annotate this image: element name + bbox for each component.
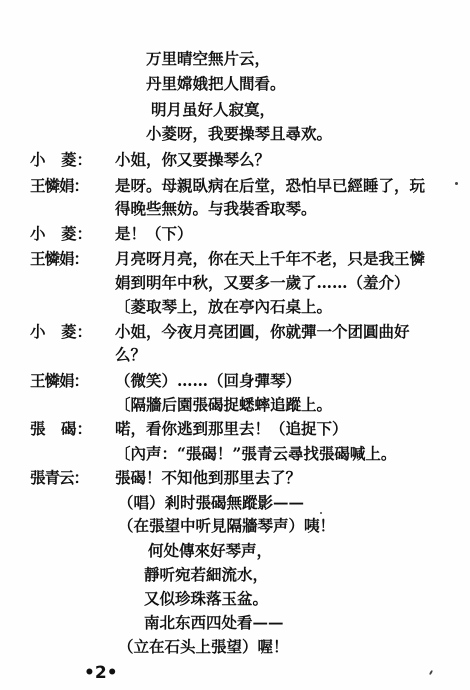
stage-direction: 〔菱取琴上，放在亭內石桌上。 [115,297,333,316]
verse-line: 南北东西四处看—— [144,613,284,632]
dialogue-line: 張碣！不知他到那里去了？ [115,468,302,487]
dialogue-line: 月亮呀月亮，你在天上千年不老，只是我王憐 [115,249,426,268]
dialogue-line: 是呀。母親臥病在后堂，恐怕早已經睡了，玩 [115,176,426,195]
dialogue-line: 是！（下） [115,224,193,243]
verse-line: 丹里嫦娥把人間看。 [146,74,286,93]
speaker-label: 張青云： [30,468,89,487]
dialogue-line: 喏，看你逃到那里去！（追捉下） [115,419,348,438]
page-number: •2• [84,663,118,683]
print-speck [455,182,458,185]
verse-line: 靜听宛若細流水， [144,565,269,584]
speaker-label: 王憐娟： [30,371,89,390]
speaker-label: 小 菱： [30,322,93,341]
speaker-label: 小 菱： [30,150,93,169]
print-speck [429,670,433,675]
stage-aside: （立在石头上張望）喔！ [118,637,289,656]
sung-intro: （唱）剎时張碣無蹤影—— [118,493,305,512]
dialogue-line: （微笑）……（回身彈琴） [115,371,302,390]
speaker-label: 王憐娟： [30,176,89,195]
verse-line: 万里晴空無片云， [146,49,271,68]
print-speck [320,512,322,514]
speaker-label: 小 菱： [30,224,93,243]
stage-aside: （在張望中听見隔牆琴声）咦！ [118,516,336,535]
dialogue-line: 么？ [115,345,147,364]
dialogue-line: 小姐，今夜月亮团圓，你就彈一个团圓曲好 [115,322,410,341]
speaker-label: 張 碣： [30,419,93,438]
verse-line: 小菱呀，我要操琴且尋欢。 [146,124,333,143]
verse-line: 又似珍珠落玉盆。 [144,589,269,608]
dialogue-line: 小姐，你又要操琴么？ [115,150,271,169]
stage-direction: 〔隔牆后園張碣捉蟋蟀追蹤上。 [115,395,333,414]
dialogue-line: 娟到明年中秋，又要多一歲了……（羞介） [115,273,410,292]
verse-line: 何处傳來好琴声， [148,541,273,560]
dialogue-line: 得晚些無妨。与我裝香取琴。 [115,199,317,218]
verse-line: 明月虽好人寂寞， [151,100,276,119]
speaker-label: 王憐娟： [30,249,89,268]
stage-direction: 〔內声：“張碣！”張青云尋找張碣喊上。 [115,444,397,463]
